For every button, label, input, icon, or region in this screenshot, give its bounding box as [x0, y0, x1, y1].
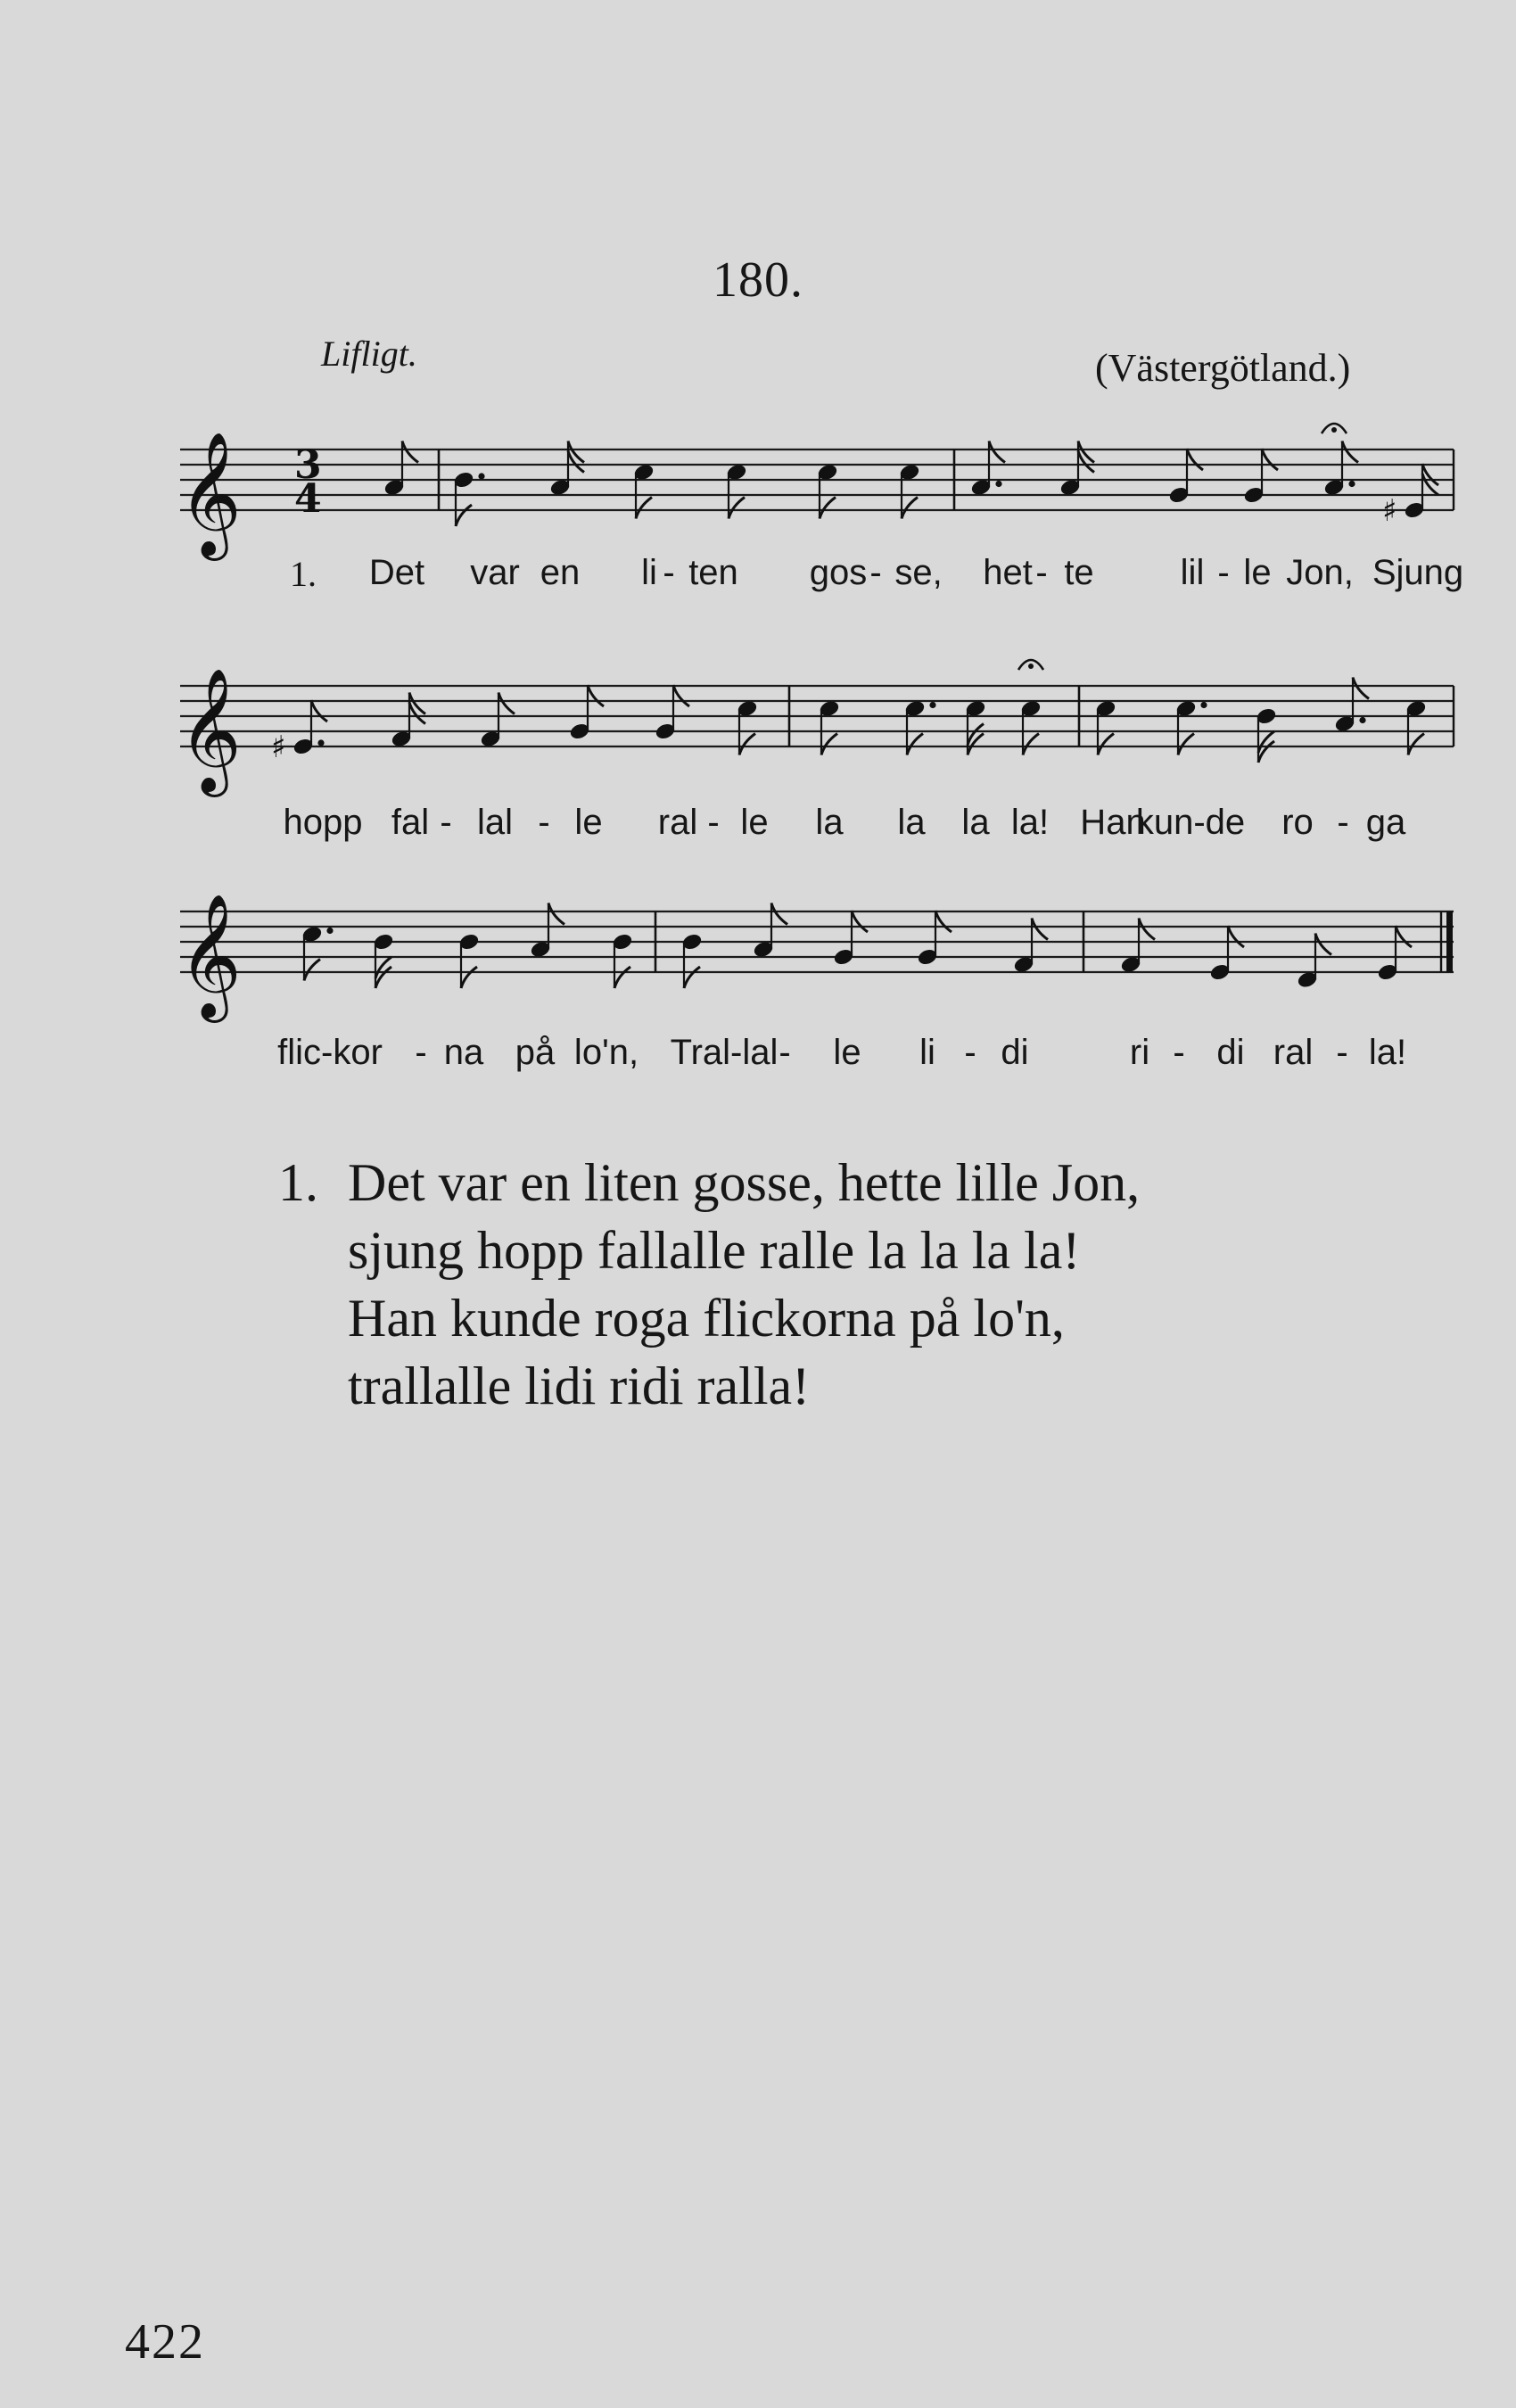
final-barline-thick: [1446, 911, 1453, 972]
lyric-syllable: kun-de: [1135, 803, 1246, 842]
verse-lines: [348, 1149, 1140, 1420]
lyric-syllable: -: [707, 803, 720, 842]
time-signature-top: 3: [294, 442, 322, 488]
lyric-syllable: li: [919, 1033, 935, 1072]
note: [568, 685, 604, 741]
sharp-icon: ♯: [1382, 493, 1397, 529]
lyric-syllable: ri: [1129, 1033, 1150, 1072]
music-staff-2: [169, 647, 1471, 825]
lyric-syllable: -: [663, 553, 675, 592]
lyric-syllable: la: [897, 803, 926, 842]
sharp-icon: ♯: [271, 730, 286, 765]
lyric-syllable: ral: [1273, 1033, 1314, 1072]
lyric-syllable: le: [1243, 553, 1272, 592]
note-flag: [461, 967, 477, 988]
note-flag: [311, 700, 327, 722]
note-flag: [1396, 926, 1412, 947]
lyric-syllable: hopp: [283, 803, 363, 842]
lyric-syllable: na: [443, 1033, 484, 1072]
note: [1242, 449, 1278, 505]
fermata-dot: [1331, 427, 1337, 433]
lyric-syllable: ten: [688, 553, 738, 592]
fermata-dot: [1028, 664, 1034, 669]
lyric-syllable: -: [1035, 553, 1048, 592]
note-flag: [548, 903, 564, 925]
lyric-syllable: -: [779, 1033, 791, 1072]
note: [1322, 424, 1358, 497]
note-flag: [1098, 734, 1114, 755]
lyric-syllable: ral: [657, 803, 698, 842]
note-flag: [1032, 919, 1048, 940]
lyric-syllable: 1.: [290, 554, 317, 594]
note-flag: [1187, 449, 1203, 470]
lyrics-line-1: [0, 553, 1516, 606]
note-flag: [729, 498, 745, 519]
lyric-syllable: -: [538, 803, 550, 842]
note-flag: [907, 734, 923, 755]
note-dot: [326, 928, 333, 934]
note-flag: [821, 734, 837, 755]
note: [1255, 706, 1277, 763]
note: [680, 932, 703, 988]
note-dot: [1359, 717, 1365, 723]
note-flag: [588, 685, 604, 706]
lyric-syllable: le: [574, 803, 603, 842]
lyric-syllable: le: [833, 1033, 861, 1072]
lyric-syllable: la!: [1368, 1033, 1407, 1072]
verse-line: sjung hopp fallalle ralle la la la la!: [348, 1221, 1081, 1280]
lyric-syllable: flic-kor: [277, 1033, 383, 1072]
note-flag: [989, 441, 1005, 463]
lyric-syllable: Sjung: [1372, 553, 1464, 592]
lyric-syllable: het: [983, 553, 1033, 592]
note: [1018, 660, 1043, 755]
note-flag: [456, 505, 472, 526]
time-signature-bottom: 4: [294, 476, 322, 522]
staff-2-svg: [169, 647, 1471, 825]
note: [271, 700, 327, 765]
lyric-syllable: ga: [1365, 803, 1406, 842]
note: [1376, 926, 1412, 982]
note-flag: [402, 441, 418, 463]
note-flag: [1342, 441, 1358, 463]
note-flag: [614, 967, 630, 988]
lyric-syllable: -: [869, 553, 882, 592]
note-flag: [1262, 449, 1278, 470]
note-flag: [673, 685, 689, 706]
note-flag: [684, 967, 700, 988]
verse-number: 1.: [278, 1153, 318, 1212]
lyric-syllable: Det: [368, 553, 425, 592]
lyric-syllable: Han: [1080, 803, 1146, 842]
note: [1167, 449, 1203, 505]
verse-line: trallalle lidi ridi ralla!: [348, 1357, 811, 1415]
region-label: (Västergötland.): [1095, 346, 1351, 390]
lyric-syllable: la: [815, 803, 844, 842]
note-flag: [1139, 919, 1155, 940]
note-flag: [1178, 734, 1194, 755]
lyric-syllable: var: [470, 553, 520, 592]
verse-line: Han kunde roga flickorna på lo'n,: [348, 1289, 1065, 1348]
note-dot: [1200, 702, 1207, 708]
note-dot: [478, 473, 484, 479]
lyric-syllable: li: [641, 553, 657, 592]
lyric-syllable: en: [540, 553, 581, 592]
verse-line: Det var en liten gosse, hette lille Jon,: [348, 1153, 1141, 1212]
staff-3-svg: [169, 872, 1471, 1051]
note-flag: [1023, 734, 1039, 755]
note-flag: [1353, 678, 1369, 699]
page-number: 422: [125, 2314, 205, 2370]
note: [1382, 464, 1438, 529]
lyric-syllable: di: [1216, 1033, 1245, 1072]
song-number: 180.: [713, 252, 803, 308]
lyric-syllable: ro: [1281, 803, 1314, 842]
note-flag: [498, 693, 515, 714]
lyric-syllable: le: [740, 803, 769, 842]
lyrics-line-3: [0, 1033, 1516, 1086]
lyric-syllable: di: [1001, 1033, 1029, 1072]
tempo-marking: Lifligt.: [321, 334, 417, 374]
note-flag: [852, 911, 868, 932]
lyric-syllable: lil: [1180, 553, 1205, 592]
note-flag: [739, 734, 755, 755]
lyric-syllable: lo'n,: [573, 1033, 639, 1072]
note-flag: [636, 498, 652, 519]
lyric-syllable: fal: [391, 803, 430, 842]
note-flag: [935, 911, 952, 932]
note-dot: [929, 702, 935, 708]
treble-clef-icon: 𝄞: [178, 894, 242, 1018]
lyric-syllable: Jon,: [1286, 553, 1354, 592]
note: [457, 932, 480, 988]
lyric-syllable: lal: [476, 803, 514, 842]
lyric-syllable: -: [1173, 1033, 1185, 1072]
note: [1208, 926, 1244, 982]
treble-clef-icon: 𝄞: [178, 668, 242, 792]
note: [372, 932, 394, 988]
note: [832, 911, 868, 967]
lyric-syllable: -: [415, 1033, 427, 1072]
lyric-syllable: Tral-lal: [670, 1033, 779, 1072]
note-dot: [995, 481, 1001, 487]
note-flag: [304, 960, 320, 981]
note: [916, 911, 952, 967]
note-flag: [902, 498, 918, 519]
lyric-syllable: på: [515, 1033, 556, 1072]
lyric-syllable: -: [1336, 1033, 1348, 1072]
lyric-syllable: la: [961, 803, 990, 842]
note-flag: [820, 498, 836, 519]
music-staff-3: [169, 872, 1471, 1051]
lyric-syllable: -: [440, 803, 452, 842]
lyric-syllable: gos: [809, 553, 868, 592]
lyric-syllable: -: [1337, 803, 1349, 842]
lyric-syllable: se,: [894, 553, 943, 592]
note-flag: [1228, 926, 1244, 947]
note-dot: [1348, 481, 1355, 487]
note-dot: [317, 739, 324, 746]
lyrics-line-2: [0, 803, 1516, 856]
lyric-syllable: la!: [1010, 803, 1050, 842]
note: [654, 685, 689, 741]
note: [452, 470, 484, 526]
note-flag: [771, 903, 787, 925]
note: [611, 932, 633, 988]
treble-clef-icon: 𝄞: [178, 432, 242, 556]
lyric-syllable: -: [1217, 553, 1230, 592]
lyric-syllable: -: [964, 1033, 976, 1072]
lyric-syllable: te: [1064, 553, 1094, 592]
note-flag: [1408, 734, 1424, 755]
note-flag: [1315, 934, 1331, 955]
